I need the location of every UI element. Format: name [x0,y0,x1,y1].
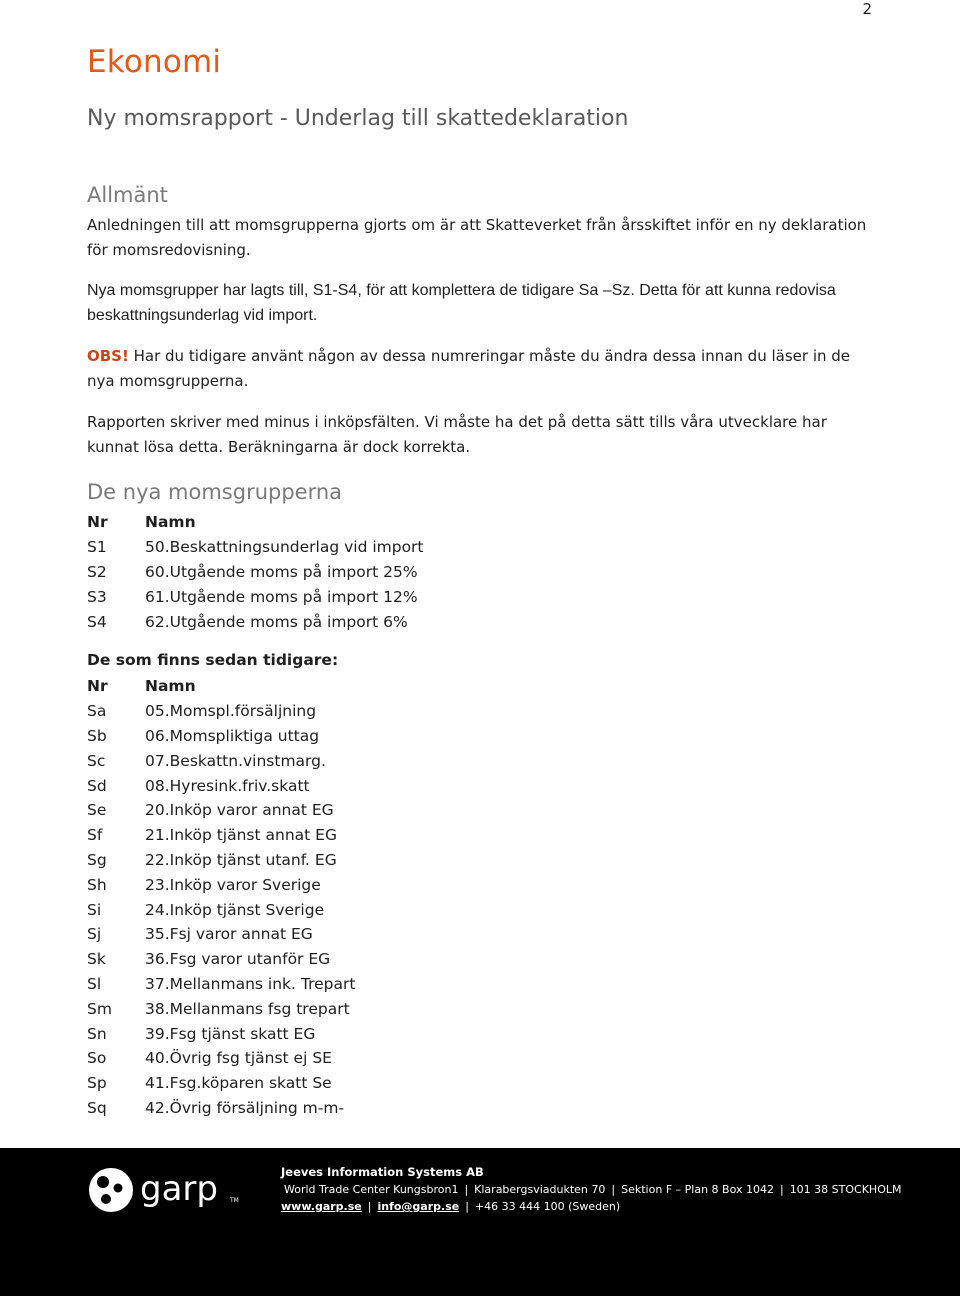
column-header-nr: Nr [87,513,108,532]
footer [0,1148,960,1296]
website-link[interactable]: www.garp.se [281,1200,362,1213]
paragraph-obs [87,344,877,393]
table-row [87,972,355,997]
table-row [87,535,424,560]
old-groups-table [87,674,355,1120]
group-name-cell: 21.Inköp tjänst annat EG [145,826,337,845]
page-number: 2 [862,0,872,18]
table-row [87,748,355,773]
table-row [87,1046,355,1071]
group-name-cell: 61.Utgående moms på import 12% [145,587,418,606]
group-name-cell: 06.Momspliktiga uttag [145,726,320,745]
column-header-name: Namn [145,677,196,696]
table-row [87,1096,355,1121]
table-row [87,584,424,609]
obs-text: Har du tidigare använt någon av dessa numreringar måste du ändra dessa innan du läser in de nya momsgrupperna. [87,347,851,390]
logo-trademark: TM [230,1197,239,1204]
table-row [87,922,355,947]
company-address: World Trade Center Kungsbron1 | Klarabergsviadukten 70 | Sektion F – Plan 8 Box 1042 | 101 38 STOCKHOLM [284,1183,902,1196]
table-row [87,1071,355,1096]
section-heading-new-groups: De nya momsgrupperna [87,480,343,504]
logo-dot-icon [97,1176,109,1188]
group-nr-cell: Sp [87,1074,107,1093]
group-nr-cell: S3 [87,587,107,606]
table-row [87,872,355,897]
section-heading-general: Allmänt [87,183,168,207]
old-groups-heading: De som finns sedan tidigare: [87,651,339,669]
group-nr-cell: Sh [87,875,107,894]
address-part: Klarabergsviadukten 70 [474,1183,606,1196]
group-nr-cell: Sb [87,726,107,745]
group-name-cell: 41.Fsg.köparen skatt Se [145,1074,332,1093]
group-nr-cell: Sg [87,850,107,869]
paragraph-report-note: Rapporten skriver med minus i inköpsfälten. Vi måste ha det på detta sätt tills våra utvecklare har kunnat lösa detta. Beräkningarna är dock korrekta. [87,413,827,456]
group-name-cell: 39.Fsg tjänst skatt EG [145,1024,316,1043]
address-part: World Trade Center Kungsbron1 [284,1183,459,1196]
table-row [87,848,355,873]
table-row [87,798,355,823]
group-name-cell: 36.Fsg varor utanför EG [145,950,331,969]
group-name-cell: 62.Utgående moms på import 6% [145,612,408,631]
table-row [87,609,424,634]
email-link[interactable]: info@garp.se [377,1200,460,1213]
group-nr-cell: Sk [87,950,106,969]
new-groups-table [87,510,424,634]
group-nr-cell: Se [87,801,107,820]
paragraph-new-groups: Nya momsgrupper har lagts till, S1-S4, för att komplettera de tidigare Sa –Sz. Detta för att kunna redovisa beskattningsunderlag vid import. [87,282,836,324]
group-nr-cell: S2 [87,562,107,581]
obs-label: OBS! [87,347,129,365]
table-row [87,1021,355,1046]
table-header-row [87,674,355,699]
group-name-cell: 20.Inköp varor annat EG [145,801,334,820]
group-nr-cell: Sf [87,826,103,845]
address-part: 101 38 STOCKHOLM [789,1183,902,1196]
logo-wordmark: garp [140,1169,218,1209]
group-nr-cell: So [87,1049,107,1068]
phone-number: +46 33 444 100 (Sweden) [474,1200,621,1213]
group-nr-cell: Sq [87,1098,107,1117]
column-header-name: Namn [145,513,196,532]
group-nr-cell: Si [87,900,102,919]
group-name-cell: 23.Inköp varor Sverige [145,875,321,894]
table-row [87,773,355,798]
group-nr-cell: Sl [87,974,102,993]
table-row [87,724,355,749]
group-nr-cell: S1 [87,538,107,557]
column-header-nr: Nr [87,677,108,696]
group-name-cell: 35.Fsj varor annat EG [145,925,313,944]
table-row [87,996,355,1021]
table-header-row [87,510,424,535]
group-nr-cell: Sn [87,1024,107,1043]
group-name-cell: 40.Övrig fsg tjänst ej SE [145,1049,332,1068]
table-row [87,897,355,922]
group-name-cell: 24.Inköp tjänst Sverige [145,900,325,919]
page-subtitle: Ny momsrapport - Underlag till skattedeklaration [87,106,629,131]
group-nr-cell: Sj [87,925,102,944]
group-name-cell: 08.Hyresink.friv.skatt [145,776,310,795]
group-name-cell: 05.Momspl.försäljning [145,702,317,721]
paragraph-reason: Anledningen till att momsgrupperna gjorts om är att Skatteverket från årsskiftet inför en ny deklaration för momsredovisning. [87,216,867,259]
group-name-cell: 60.Utgående moms på import 25% [145,562,418,581]
table-row [87,947,355,972]
group-nr-cell: Sa [87,702,107,721]
company-name: Jeeves Information Systems AB [281,1165,484,1179]
group-name-cell: 50.Beskattningsunderlag vid import [145,538,424,557]
group-nr-cell: Sd [87,776,107,795]
company-contact: www.garp.se | info@garp.se | +46 33 444 100 (Sweden) [281,1200,621,1213]
group-nr-cell: Sm [87,999,112,1018]
table-row [87,699,355,724]
page-title: Ekonomi [87,44,222,80]
group-nr-cell: S4 [87,612,107,631]
group-name-cell: 38.Mellanmans fsg trepart [145,999,350,1018]
group-nr-cell: Sc [87,751,106,770]
table-row [87,823,355,848]
group-name-cell: 22.Inköp tjänst utanf. EG [145,850,337,869]
address-part: Sektion F – Plan 8 Box 1042 [621,1183,774,1196]
garp-logo [87,1166,239,1214]
group-name-cell: 42.Övrig försäljning m-m- [145,1098,345,1117]
table-row [87,560,424,585]
group-name-cell: 07.Beskattn.vinstmarg. [145,751,326,770]
group-name-cell: 37.Mellanmans ink. Trepart [145,974,356,993]
